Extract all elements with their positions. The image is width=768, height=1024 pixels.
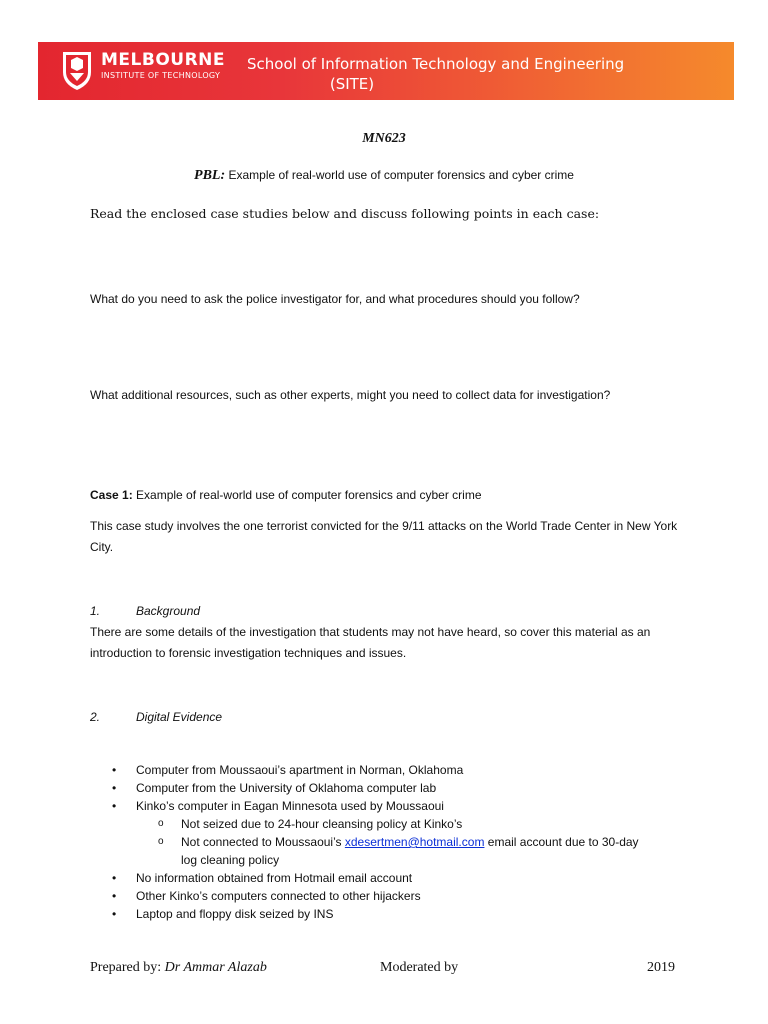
case1-label: Case 1: (90, 488, 133, 502)
pbl-label: PBL: (194, 168, 226, 183)
school-title-line2: (SITE) (329, 75, 375, 93)
section-number: 2. (90, 710, 101, 724)
logo-name: MELBOURNE (101, 50, 226, 70)
evidence-item: • No information obtained from Hotmail email account (90, 869, 639, 887)
pbl-text: Example of real-world use of computer forensics and cyber crime (225, 168, 574, 182)
evidence-subitem (90, 833, 639, 851)
logo-subtitle: INSTITUTE OF TECHNOLOGY (101, 71, 221, 80)
subitem-prefix: Not connected to Moussaoui’s (181, 835, 345, 849)
section-heading-digital-evidence (90, 710, 222, 724)
question-1: What do you need to ask the police investigator for, and what procedures should you follow? (90, 292, 580, 306)
institute-crest-icon (60, 48, 94, 92)
evidence-item: • Kinko’s computer in Eagan Minnesota used by Moussaoui (90, 797, 639, 815)
subitem-suffix: email account due to 30-day (484, 835, 639, 849)
evidence-item: • Other Kinko’s computers connected to other hijackers (90, 887, 639, 905)
evidence-item: • Computer from Moussaoui’s apartment in Norman, Oklahoma (90, 761, 639, 779)
evidence-subitem-continued: log cleaning policy (181, 853, 280, 867)
header-banner (38, 42, 734, 100)
section-title: Background (136, 604, 201, 618)
author-name: Dr Ammar Alazab (164, 960, 267, 975)
prepared-by (90, 960, 267, 976)
moderated-by: Moderated by (380, 960, 459, 975)
footer-year: 2019 (647, 960, 675, 975)
email-link[interactable]: xdesertmen@hotmail.com (344, 835, 485, 849)
case1-title: Example of real-world use of computer forensics and cyber crime (132, 488, 482, 502)
evidence-item: • Laptop and floppy disk seized by INS (90, 905, 639, 923)
course-code: MN623 (362, 131, 406, 146)
section-number: 1. (90, 604, 101, 618)
evidence-item: • Computer from the University of Oklahoma computer lab (90, 779, 639, 797)
section-title: Digital Evidence (136, 710, 223, 724)
evidence-subitem: o Not seized due to 24-hour cleansing policy at Kinko’s (90, 815, 639, 833)
prepared-label: Prepared by: (90, 960, 165, 975)
question-2: What additional resources, such as other experts, might you need to collect data for investigation? (90, 388, 611, 402)
section-heading-background (90, 604, 200, 618)
school-title-line1: School of Information Technology and Engineering (247, 55, 625, 73)
pbl-heading (0, 168, 768, 184)
case1-description: This case study involves the one terrorist convicted for the 9/11 attacks on the World Trade Center in New York City. (90, 519, 678, 554)
evidence-list (90, 761, 639, 923)
school-title (247, 54, 624, 94)
case1-heading (90, 488, 482, 502)
background-body: There are some details of the investigation that students may not have heard, so cover this material as an introduction to forensic investigation techniques and issues. (90, 625, 651, 660)
intro-text: Read the enclosed case studies below and discuss following points in each case: (90, 206, 600, 221)
